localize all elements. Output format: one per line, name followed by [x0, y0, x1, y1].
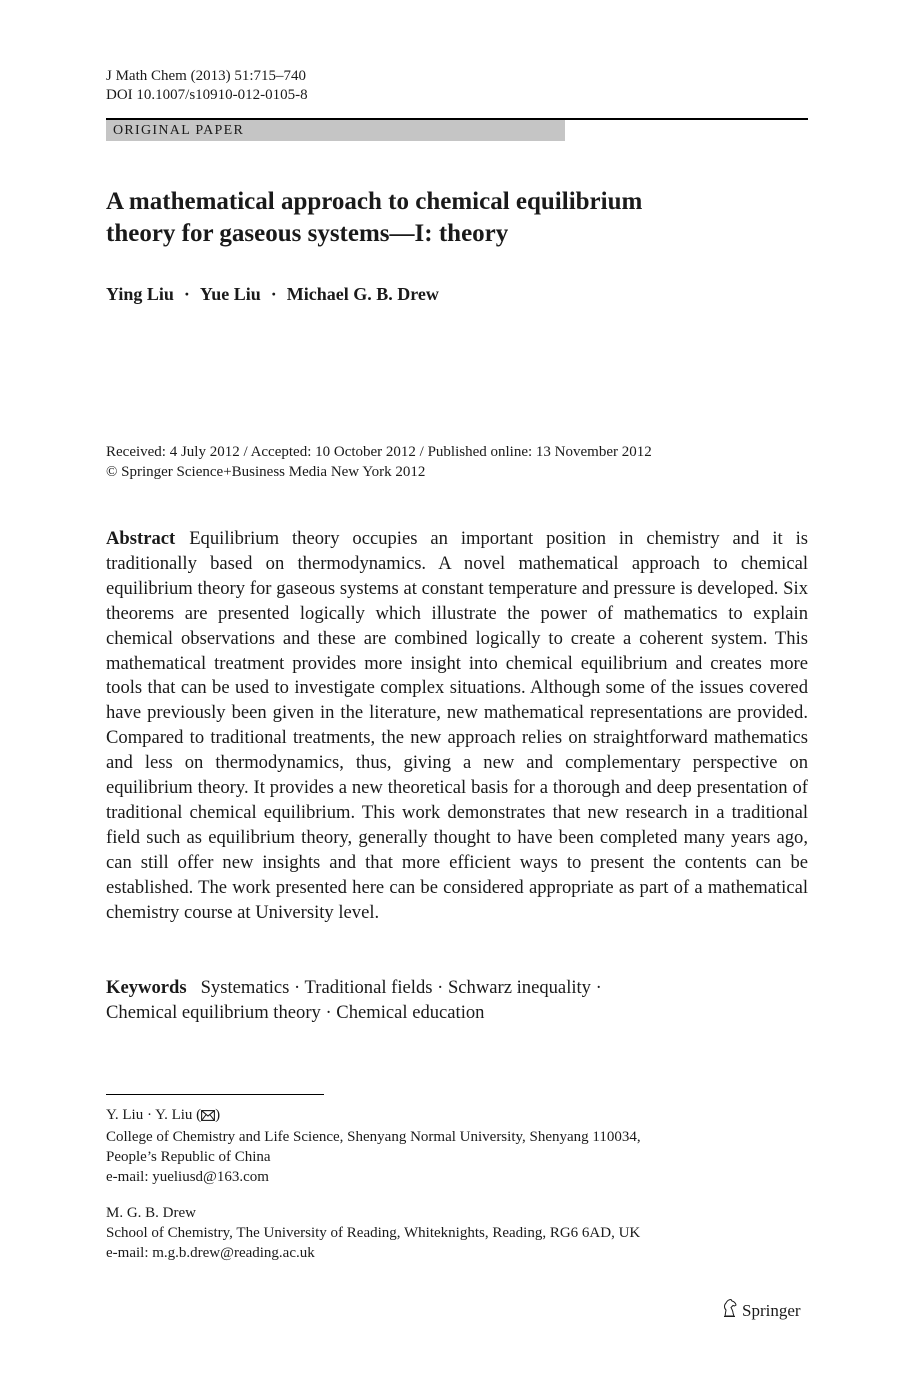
publication-dates — [106, 442, 652, 482]
affiliation-names: M. G. B. Drew — [106, 1205, 196, 1221]
affiliation-address: School of Chemistry, The University of Reading, Whiteknights, Reading, RG6 6AD, UK — [106, 1225, 641, 1241]
abstract-label: Abstract — [106, 528, 176, 549]
abstract — [106, 527, 808, 926]
abstract-text: Equilibrium theory occupies an important position in chemistry and it is traditionally based on thermodynamics. A novel mathematical approach to chemical equilibrium theory for gaseous systems at constant temperature and pressure is developed. Six theorems are presented logically which illustrate the power of mathematics to explain chemical observations and these are combined logically to create a coherent system. This mathematical treatment provides more insight into chemical equilibrium and creates more tools that can be used to investigate complex situations. Although some of the issues covered have previously been given in the literature, new mathematical representations are provided. Compared to traditional treatments, the new approach relies on straightforward mathematics and less on thermodynamics, thus, giving a new and complementary perspective on equilibrium theory. It provides a new theoretical basis for a thorough and deep presentation of traditional chemical equilibrium. This work demonstrates that new research in a traditional field such as equilibrium theory, generally thought to have been completed many years ago, can still offer new insights and that more efficient ways to present the contents can be established. The work presented here can be considered appropriate as part of a mathematical chemistry course at University level. — [106, 528, 808, 923]
affiliation-2 — [106, 1203, 640, 1263]
author-name[interactable]: Ying Liu — [106, 284, 174, 304]
publisher-name: Springer — [742, 1300, 801, 1320]
keywords-line-1: Systematics · Traditional fields · Schwarz inequality · — [200, 977, 602, 998]
keywords-label: Keywords — [106, 977, 187, 998]
affiliation-1 — [106, 1105, 641, 1187]
author-name[interactable]: Michael G. B. Drew — [286, 284, 439, 304]
author-separator: · — [183, 284, 190, 304]
journal-citation: J Math Chem (2013) 51:715–740 — [106, 68, 306, 84]
affiliation-email[interactable]: e-mail: m.g.b.drew@reading.ac.uk — [106, 1245, 315, 1261]
envelope-icon[interactable] — [201, 1107, 215, 1127]
author-separator: · — [270, 284, 277, 304]
affiliation-names: Y. Liu · Y. Liu ( ) — [106, 1105, 641, 1127]
paper-title — [106, 186, 746, 250]
article-type-label: ORIGINAL PAPER — [106, 120, 565, 141]
history-line: Received: 4 July 2012 / Accepted: 10 October 2012 / Published online: 13 November 2012 — [106, 444, 652, 460]
keywords — [106, 975, 746, 1025]
title-line-1: A mathematical approach to chemical equilibrium — [106, 188, 643, 215]
springer-knight-icon — [722, 1298, 738, 1323]
title-line-2: theory for gaseous systems—I: theory — [106, 220, 509, 247]
copyright-line: © Springer Science+Business Media New York 2012 — [106, 464, 426, 480]
journal-header — [106, 67, 308, 105]
affiliation-address: College of Chemistry and Life Science, Shenyang Normal University, Shenyang 110034, — [106, 1129, 641, 1145]
footnote-rule — [106, 1094, 324, 1095]
keywords-line-2: Chemical equilibrium theory · Chemical education — [106, 1002, 485, 1023]
author-name[interactable]: Yue Liu — [199, 284, 261, 304]
affiliation-email[interactable]: e-mail: yueliusd@163.com — [106, 1169, 269, 1185]
doi[interactable]: DOI 10.1007/s10910-012-0105-8 — [106, 87, 308, 103]
author-list — [106, 284, 439, 305]
affiliation-address: People’s Republic of China — [106, 1149, 271, 1165]
publisher-logo — [722, 1298, 801, 1323]
